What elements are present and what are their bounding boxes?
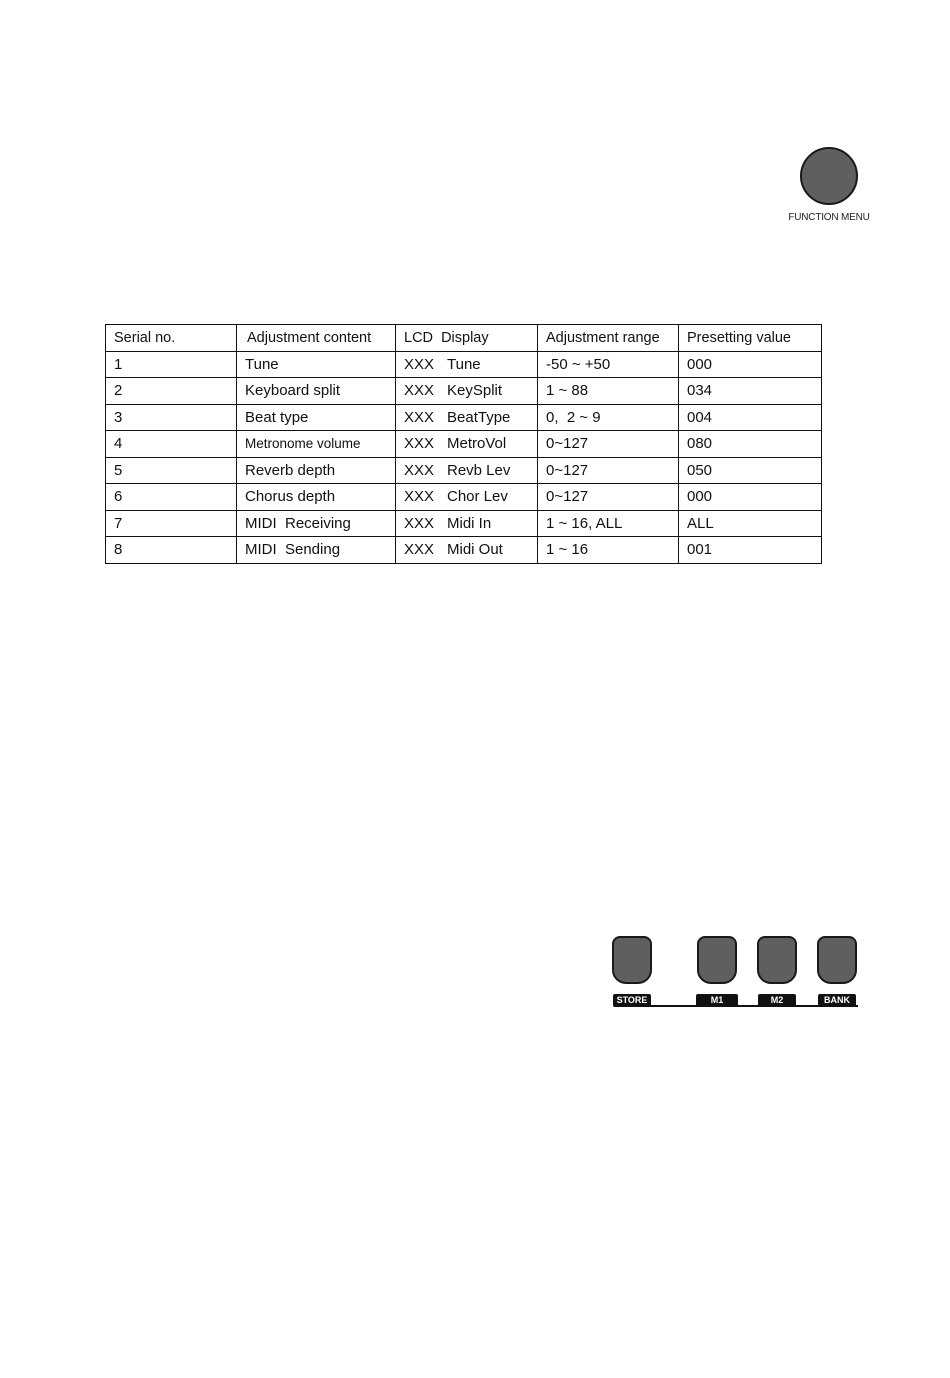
bank-label: BANK (818, 994, 856, 1007)
lcd-cell (396, 484, 538, 511)
lcd-cell (396, 537, 538, 564)
content-cell: Reverb depth (237, 457, 396, 484)
lcd-cell (396, 510, 538, 537)
table-row (106, 404, 822, 431)
m2-button[interactable] (757, 936, 797, 984)
content-cell: Metronome volume (237, 431, 396, 458)
serial-cell: 3 (106, 404, 237, 431)
function-menu-label: FUNCTION MENU (788, 212, 870, 223)
lcd-prefix: XXX (404, 382, 435, 400)
header-serial-no: Serial no. (106, 325, 237, 352)
function-settings-table (105, 324, 822, 564)
preset-cell: ALL (679, 510, 822, 537)
lcd-name: Chor Lev (447, 488, 508, 506)
lcd-prefix: XXX (404, 355, 435, 373)
preset-cell: 080 (679, 431, 822, 458)
lcd-cell (396, 404, 538, 431)
range-cell: 1 ~ 88 (538, 378, 679, 405)
lcd-name: Tune (447, 355, 481, 373)
table-row (106, 537, 822, 564)
header-adjustment-range: Adjustment range (538, 325, 679, 352)
range-cell: 0~127 (538, 457, 679, 484)
content-cell: Keyboard split (237, 378, 396, 405)
header-lcd-display: LCD Display (396, 325, 538, 352)
table-row (106, 457, 822, 484)
lcd-prefix: XXX (404, 488, 435, 506)
lcd-prefix: XXX (404, 408, 435, 426)
serial-cell: 6 (106, 484, 237, 511)
store-button[interactable] (612, 936, 652, 984)
function-menu-button[interactable] (800, 147, 858, 205)
bank-button[interactable] (817, 936, 857, 984)
memory-buttons-panel (608, 933, 868, 1013)
lcd-name: Midi In (447, 514, 492, 532)
lcd-prefix: XXX (404, 541, 435, 559)
header-adjustment-content: Adjustment content (237, 325, 396, 352)
preset-cell: 004 (679, 404, 822, 431)
preset-cell: 050 (679, 457, 822, 484)
table-row (106, 351, 822, 378)
lcd-name: MetroVol (447, 435, 507, 453)
m1-label: M1 (696, 994, 738, 1007)
serial-cell: 8 (106, 537, 237, 564)
preset-cell: 034 (679, 378, 822, 405)
m1-button[interactable] (697, 936, 737, 984)
content-cell: MIDI Sending (237, 537, 396, 564)
preset-cell: 000 (679, 351, 822, 378)
store-label: STORE (613, 994, 651, 1007)
range-cell: -50 ~ +50 (538, 351, 679, 378)
serial-cell: 7 (106, 510, 237, 537)
preset-cell: 001 (679, 537, 822, 564)
content-cell: Tune (237, 351, 396, 378)
lcd-prefix: XXX (404, 435, 435, 453)
lcd-cell (396, 378, 538, 405)
lcd-cell (396, 351, 538, 378)
range-cell: 1 ~ 16 (538, 537, 679, 564)
table-row (106, 431, 822, 458)
serial-cell: 4 (106, 431, 237, 458)
header-presetting-value: Presetting value (679, 325, 822, 352)
lcd-prefix: XXX (404, 514, 435, 532)
lcd-name: Midi Out (447, 541, 503, 559)
serial-cell: 5 (106, 457, 237, 484)
lcd-name: KeySplit (447, 382, 503, 400)
content-cell: Chorus depth (237, 484, 396, 511)
m2-label: M2 (758, 994, 796, 1007)
content-cell: Beat type (237, 404, 396, 431)
serial-cell: 2 (106, 378, 237, 405)
lcd-name: BeatType (447, 408, 511, 426)
lcd-prefix: XXX (404, 461, 435, 479)
range-cell: 1 ~ 16, ALL (538, 510, 679, 537)
range-cell: 0~127 (538, 431, 679, 458)
content-cell: MIDI Receiving (237, 510, 396, 537)
lcd-cell (396, 457, 538, 484)
table-row (106, 510, 822, 537)
range-cell: 0~127 (538, 484, 679, 511)
serial-cell: 1 (106, 351, 237, 378)
table-header-row (106, 325, 822, 352)
lcd-name: Revb Lev (447, 461, 511, 479)
preset-cell: 000 (679, 484, 822, 511)
lcd-cell (396, 431, 538, 458)
table-row (106, 484, 822, 511)
table-row (106, 378, 822, 405)
range-cell: 0, 2 ~ 9 (538, 404, 679, 431)
